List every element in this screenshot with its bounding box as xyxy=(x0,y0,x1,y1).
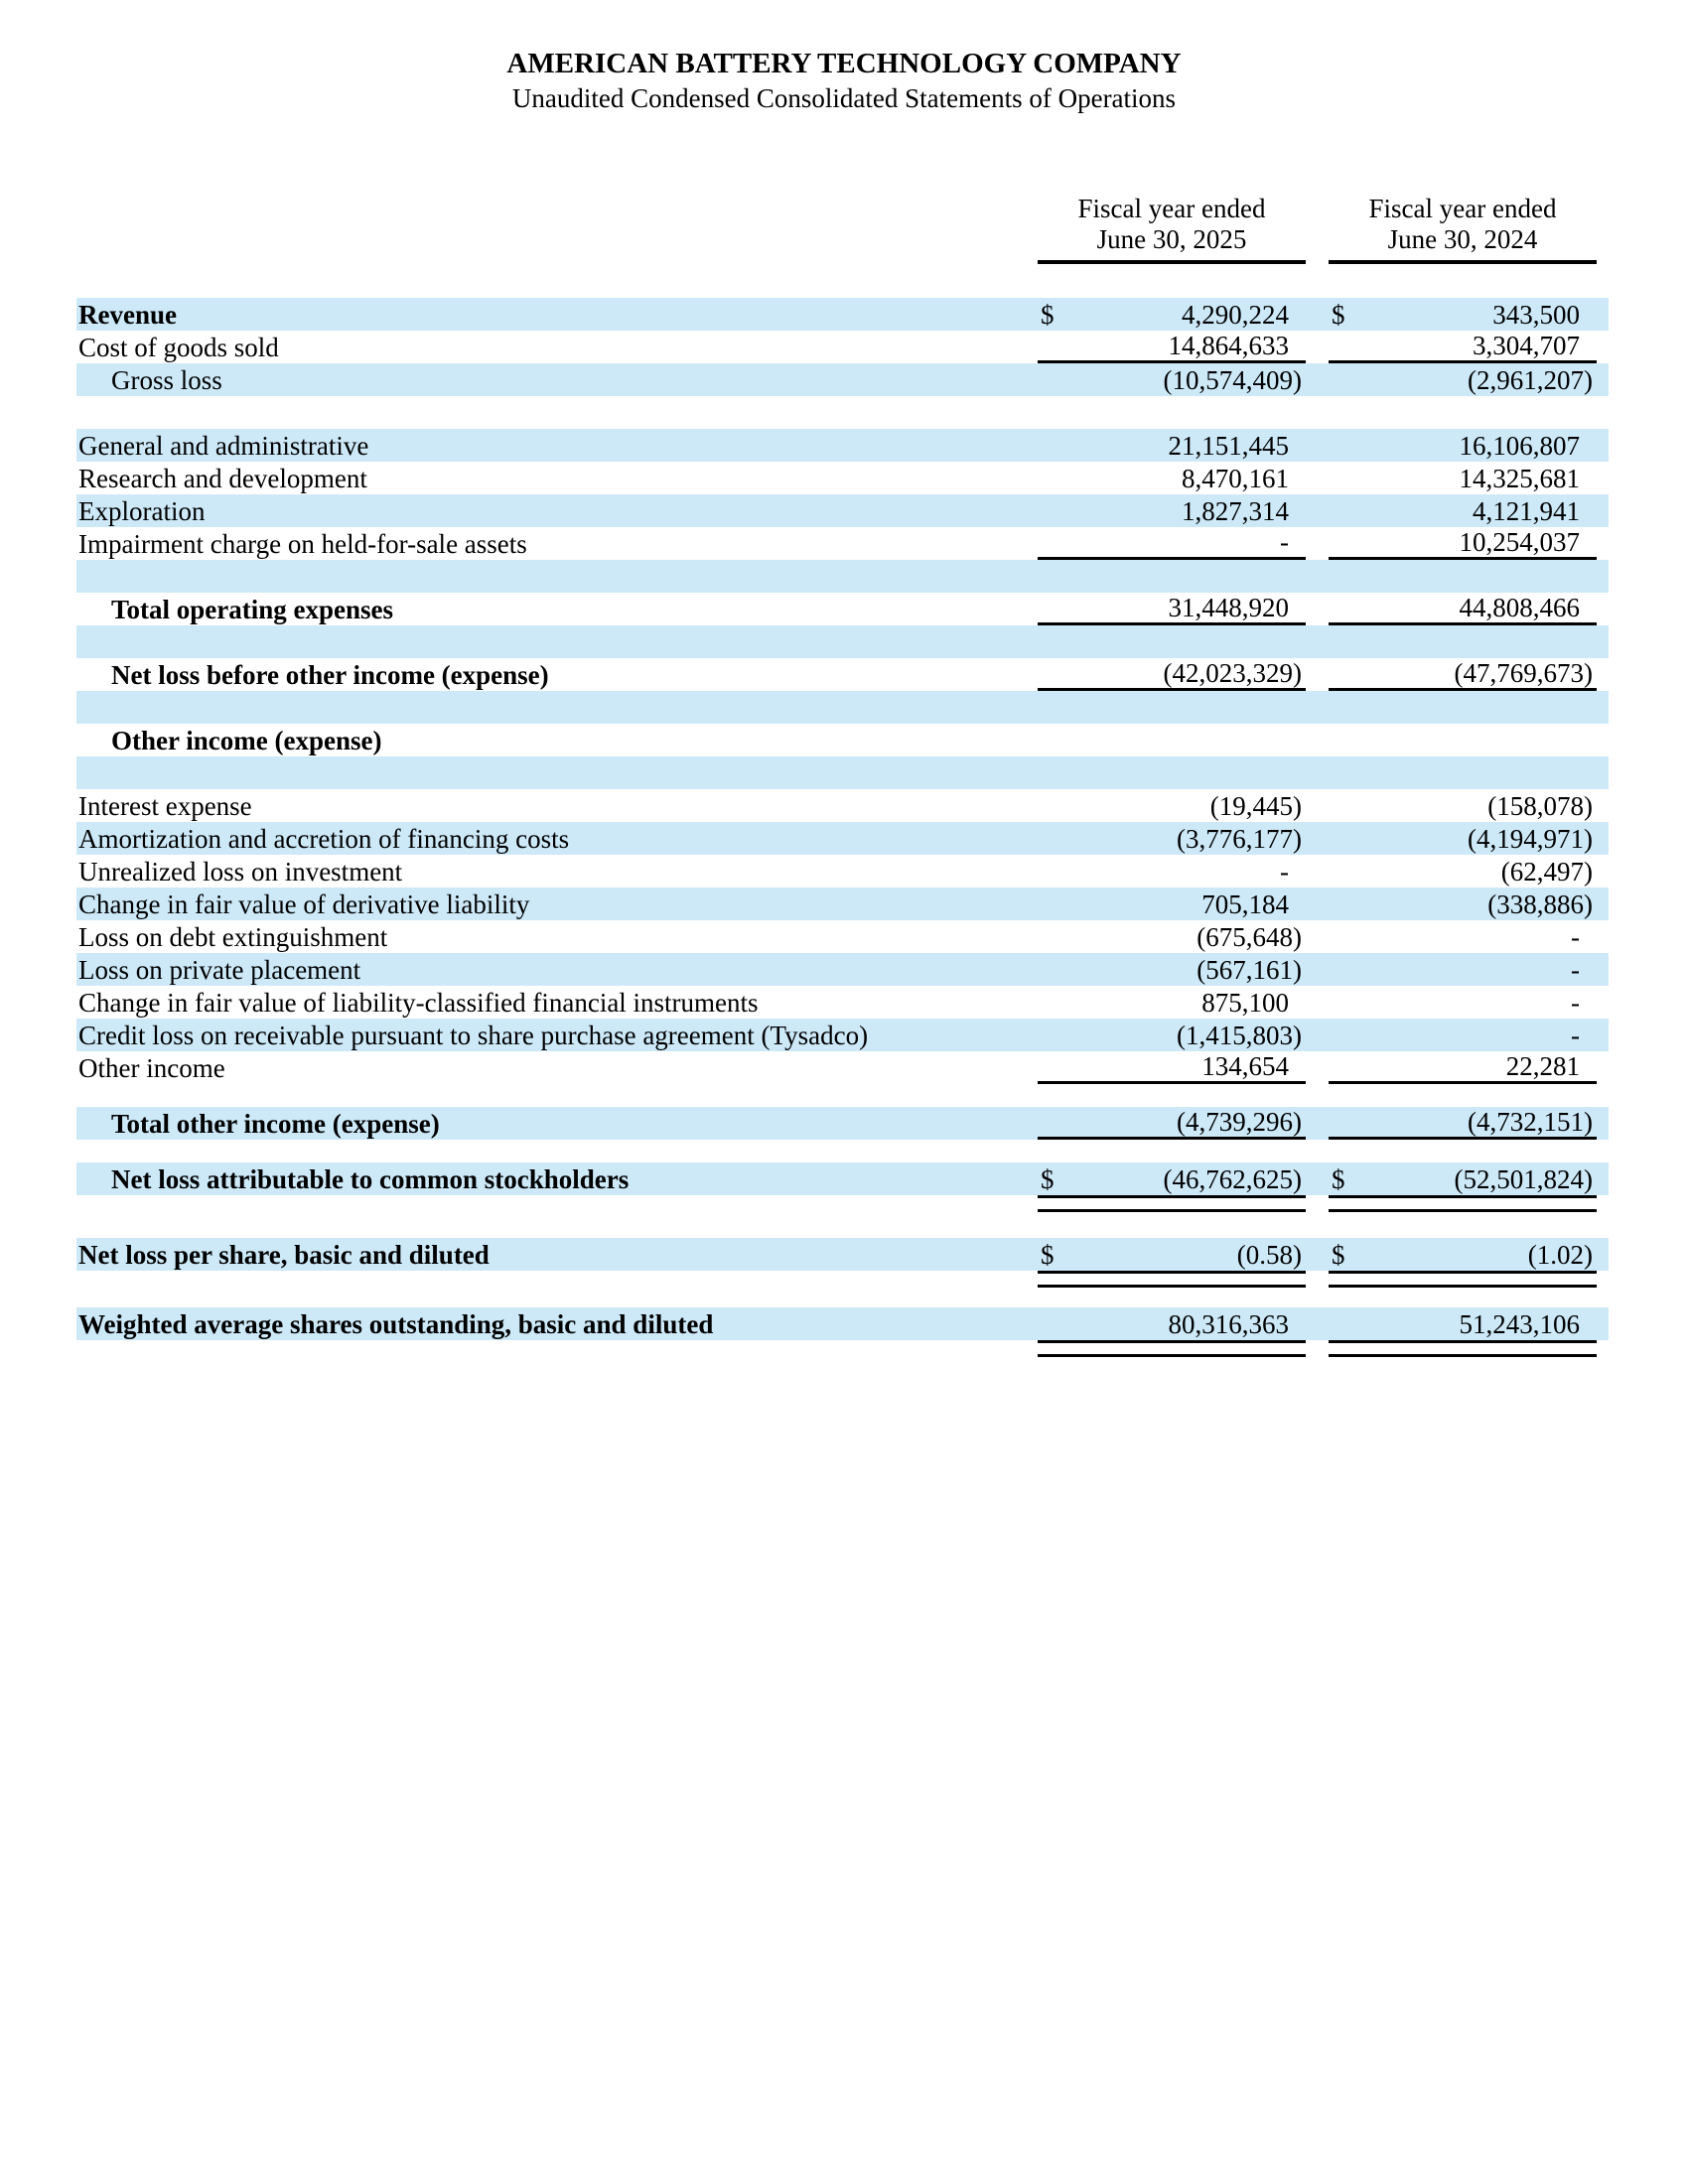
column-gap xyxy=(1306,1051,1329,1084)
row-label: Total operating expenses xyxy=(111,594,394,624)
value-fy2025: (42,023,329) xyxy=(1163,658,1302,688)
row-tail-pad xyxy=(1597,855,1609,887)
cell-fy2025 xyxy=(1038,593,1306,625)
row-tail-pad xyxy=(1597,527,1609,560)
cell-fy2024 xyxy=(1329,331,1597,363)
empty-spacer-row xyxy=(76,1084,1609,1107)
row-label: Interest expense xyxy=(78,790,252,821)
row-label: Other income (expense) xyxy=(111,725,382,755)
row-label: Net loss per share, basic and diluted xyxy=(78,1239,490,1270)
column-gap xyxy=(1306,658,1329,691)
cell-fy2025 xyxy=(1038,1238,1306,1271)
table-row xyxy=(76,658,1609,691)
rows-container xyxy=(76,298,1609,1340)
empty-spacer-row xyxy=(76,691,1609,724)
row-tail-pad xyxy=(1597,1107,1609,1140)
cell-fy2025 xyxy=(1038,1019,1306,1051)
column-gap xyxy=(1306,986,1329,1019)
cell-fy2024 xyxy=(1329,724,1597,756)
row-tail-pad xyxy=(1597,724,1609,756)
value-fy2025: - xyxy=(1280,856,1289,887)
value-fy2025: 134,654 xyxy=(1201,1051,1289,1081)
cell-fy2025 xyxy=(1038,822,1306,855)
table-row xyxy=(76,1019,1609,1051)
column-header-fy2025 xyxy=(1038,194,1306,264)
cell-fy2025 xyxy=(1038,494,1306,527)
cell-fy2024 xyxy=(1329,363,1597,396)
cell-fy2024 xyxy=(1329,593,1597,625)
column-gap xyxy=(1306,920,1329,953)
cell-fy2025 xyxy=(1038,1051,1306,1084)
table-row xyxy=(76,1107,1609,1140)
cell-fy2025 xyxy=(1038,887,1306,920)
value-fy2024: (52,501,824) xyxy=(1454,1163,1593,1194)
cell-fy2025 xyxy=(1038,1162,1306,1195)
dollar-sign: $ xyxy=(1332,299,1345,330)
statement-title: Unaudited Condensed Consolidated Statements of Operations xyxy=(511,83,1177,113)
value-fy2025: (567,161) xyxy=(1196,954,1302,985)
value-fy2025: (19,445) xyxy=(1209,790,1302,821)
cell-fy2024 xyxy=(1329,789,1597,822)
row-label: Loss on debt extinguishment xyxy=(78,921,388,952)
value-fy2025: 21,151,445 xyxy=(1168,430,1289,461)
column-gap xyxy=(1306,363,1329,396)
row-tail-pad xyxy=(1597,593,1609,625)
dollar-sign: $ xyxy=(1041,299,1055,330)
row-label: Amortization and accretion of financing costs xyxy=(78,823,570,854)
table-row xyxy=(76,789,1609,822)
value-fy2024: 343,500 xyxy=(1492,299,1580,330)
cell-fy2025 xyxy=(1038,1307,1306,1340)
cell-fy2024 xyxy=(1329,462,1597,494)
value-fy2024: 4,121,941 xyxy=(1473,495,1580,526)
table-row xyxy=(76,1238,1609,1271)
cell-fy2025 xyxy=(1038,986,1306,1019)
value-fy2025: 14,864,633 xyxy=(1168,331,1289,360)
cell-fy2025 xyxy=(1038,953,1306,986)
cell-fy2025 xyxy=(1038,429,1306,462)
row-label: Other income xyxy=(78,1052,225,1083)
row-label: Weighted average shares outstanding, basic and diluted xyxy=(78,1308,714,1339)
table-row xyxy=(76,1162,1609,1195)
row-label: General and administrative xyxy=(78,430,369,461)
cell-fy2024 xyxy=(1329,1238,1597,1271)
row-tail-pad xyxy=(1597,887,1609,920)
row-tail-pad xyxy=(1597,822,1609,855)
cell-fy2024 xyxy=(1329,527,1597,560)
column-gap xyxy=(1306,1307,1329,1340)
cell-fy2024 xyxy=(1329,1107,1597,1140)
column-gap xyxy=(1306,1162,1329,1195)
row-label: Cost of goods sold xyxy=(78,332,279,362)
row-tail-pad xyxy=(1597,331,1609,363)
cell-fy2024 xyxy=(1329,1019,1597,1051)
value-fy2025: 8,470,161 xyxy=(1182,463,1289,493)
dollar-sign: $ xyxy=(1041,1239,1055,1270)
cell-fy2025 xyxy=(1038,920,1306,953)
table-row xyxy=(76,462,1609,494)
column-gap xyxy=(1306,527,1329,560)
column-gap xyxy=(1306,887,1329,920)
cell-fy2025 xyxy=(1038,789,1306,822)
table-row xyxy=(76,953,1609,986)
value-fy2024: - xyxy=(1571,921,1580,952)
cell-fy2024 xyxy=(1329,887,1597,920)
cell-fy2024 xyxy=(1329,855,1597,887)
row-label: Revenue xyxy=(78,299,177,330)
cell-fy2024 xyxy=(1329,822,1597,855)
row-label: Total other income (expense) xyxy=(111,1108,440,1139)
value-fy2024: - xyxy=(1571,1020,1580,1050)
value-fy2024: 16,106,807 xyxy=(1459,430,1580,461)
cell-fy2025 xyxy=(1038,331,1306,363)
table-row xyxy=(76,986,1609,1019)
column-header-fy2024 xyxy=(1329,194,1597,264)
dollar-sign: $ xyxy=(1332,1239,1345,1270)
table-row xyxy=(76,429,1609,462)
row-tail-pad xyxy=(1597,462,1609,494)
value-fy2025: - xyxy=(1280,527,1289,557)
value-fy2024: (4,732,151) xyxy=(1468,1107,1593,1137)
value-fy2024: 51,243,106 xyxy=(1459,1308,1580,1339)
column-headers xyxy=(76,194,1609,264)
column-gap xyxy=(1306,1019,1329,1051)
column-gap xyxy=(1306,462,1329,494)
column-gap xyxy=(1306,429,1329,462)
value-fy2025: (10,574,409) xyxy=(1163,364,1302,395)
cell-fy2025 xyxy=(1038,658,1306,691)
row-tail-pad xyxy=(1597,494,1609,527)
table-row xyxy=(76,527,1609,560)
column-gap xyxy=(1306,1107,1329,1140)
row-label: Exploration xyxy=(78,495,206,526)
cell-fy2024 xyxy=(1329,494,1597,527)
value-fy2024: (1.02) xyxy=(1527,1239,1593,1270)
table-row xyxy=(76,855,1609,887)
value-fy2024: (4,194,971) xyxy=(1468,823,1593,854)
document-header xyxy=(0,0,1688,114)
statement-table xyxy=(76,194,1609,1340)
column-gap xyxy=(1306,331,1329,363)
column-gap xyxy=(1306,789,1329,822)
row-label: Gross loss xyxy=(111,364,222,395)
value-fy2025: 80,316,363 xyxy=(1168,1308,1289,1339)
empty-spacer-row xyxy=(76,560,1609,593)
cell-fy2024 xyxy=(1329,1051,1597,1084)
column-gap xyxy=(1306,822,1329,855)
row-tail-pad xyxy=(1597,920,1609,953)
value-fy2025: (3,776,177) xyxy=(1177,823,1302,854)
value-fy2024: (338,886) xyxy=(1487,888,1593,919)
column-header-line2: June 30, 2025 xyxy=(1096,224,1247,254)
table-row xyxy=(76,363,1609,396)
cell-fy2024 xyxy=(1329,658,1597,691)
table-row xyxy=(76,593,1609,625)
row-tail-pad xyxy=(1597,363,1609,396)
table-row xyxy=(76,298,1609,331)
cell-fy2024 xyxy=(1329,298,1597,331)
table-row xyxy=(76,1307,1609,1340)
table-row xyxy=(76,920,1609,953)
cell-fy2024 xyxy=(1329,1162,1597,1195)
row-tail-pad xyxy=(1597,1162,1609,1195)
row-label: Unrealized loss on investment xyxy=(78,856,403,887)
value-fy2025: 705,184 xyxy=(1201,888,1289,919)
cell-fy2025 xyxy=(1038,527,1306,560)
row-tail-pad xyxy=(1597,298,1609,331)
column-gap xyxy=(1306,593,1329,625)
table-row xyxy=(76,1051,1609,1084)
value-fy2025: (675,648) xyxy=(1196,921,1302,952)
row-label: Net loss attributable to common stockholders xyxy=(111,1163,630,1194)
value-fy2025: (46,762,625) xyxy=(1163,1163,1302,1194)
value-fy2024: 44,808,466 xyxy=(1459,593,1580,622)
row-tail-pad xyxy=(1597,1019,1609,1051)
column-gap xyxy=(1306,855,1329,887)
empty-spacer-row xyxy=(76,756,1609,789)
row-label: Credit loss on receivable pursuant to share purchase agreement (Tysadco) xyxy=(78,1020,869,1050)
row-tail-pad xyxy=(1597,789,1609,822)
row-tail-pad xyxy=(1597,986,1609,1019)
value-fy2025: 875,100 xyxy=(1201,987,1289,1018)
column-gap xyxy=(1306,494,1329,527)
cell-fy2024 xyxy=(1329,1307,1597,1340)
table-row xyxy=(76,331,1609,363)
cell-fy2025 xyxy=(1038,1107,1306,1140)
value-fy2025: (4,739,296) xyxy=(1177,1107,1302,1137)
value-fy2024: 22,281 xyxy=(1505,1051,1580,1081)
row-tail-pad xyxy=(1597,953,1609,986)
table-row xyxy=(76,724,1609,756)
row-label: Net loss before other income (expense) xyxy=(111,659,549,690)
dollar-sign: $ xyxy=(1332,1163,1345,1194)
company-name: AMERICAN BATTERY TECHNOLOGY COMPANY xyxy=(506,48,1182,79)
row-label: Change in fair value of derivative liability xyxy=(78,888,530,919)
cell-fy2025 xyxy=(1038,724,1306,756)
cell-fy2025 xyxy=(1038,462,1306,494)
empty-spacer-row xyxy=(76,625,1609,658)
value-fy2024: - xyxy=(1571,954,1580,985)
column-gap xyxy=(1306,298,1329,331)
empty-spacer-row xyxy=(76,396,1609,429)
row-tail-pad xyxy=(1597,1307,1609,1340)
value-fy2024: - xyxy=(1571,987,1580,1018)
column-header-line2: June 30, 2024 xyxy=(1387,224,1538,254)
row-label: Change in fair value of liability-classified financial instruments xyxy=(78,987,759,1018)
cell-fy2025 xyxy=(1038,855,1306,887)
cell-fy2025 xyxy=(1038,363,1306,396)
cell-fy2024 xyxy=(1329,429,1597,462)
row-label: Loss on private placement xyxy=(78,954,361,985)
cell-fy2024 xyxy=(1329,953,1597,986)
value-fy2024: 14,325,681 xyxy=(1459,463,1580,493)
cell-fy2024 xyxy=(1329,920,1597,953)
value-fy2025: 1,827,314 xyxy=(1182,495,1289,526)
column-gap xyxy=(1306,953,1329,986)
table-row xyxy=(76,887,1609,920)
value-fy2024: 10,254,037 xyxy=(1459,527,1580,557)
table-row xyxy=(76,494,1609,527)
dollar-sign: $ xyxy=(1041,1163,1055,1194)
value-fy2025: (0.58) xyxy=(1236,1239,1302,1270)
row-label: Research and development xyxy=(78,463,367,493)
value-fy2024: (158,078) xyxy=(1487,790,1593,821)
value-fy2024: (2,961,207) xyxy=(1468,364,1593,395)
cell-fy2024 xyxy=(1329,986,1597,1019)
row-tail-pad xyxy=(1597,429,1609,462)
value-fy2025: 31,448,920 xyxy=(1168,593,1289,622)
empty-spacer-row xyxy=(76,1140,1609,1162)
row-tail-pad xyxy=(1597,1051,1609,1084)
value-fy2024: (47,769,673) xyxy=(1454,658,1593,688)
value-fy2024: 3,304,707 xyxy=(1473,331,1580,360)
value-fy2024: (62,497) xyxy=(1500,856,1593,887)
value-fy2025: 4,290,224 xyxy=(1182,299,1289,330)
column-gap xyxy=(1306,724,1329,756)
column-header-line1: Fiscal year ended xyxy=(1077,194,1266,223)
column-header-line1: Fiscal year ended xyxy=(1368,194,1557,223)
row-label: Impairment charge on held-for-sale assets xyxy=(78,528,527,559)
row-tail-pad xyxy=(1597,658,1609,691)
row-tail-pad xyxy=(1597,1238,1609,1271)
column-gap xyxy=(1306,1238,1329,1271)
cell-fy2025 xyxy=(1038,298,1306,331)
value-fy2025: (1,415,803) xyxy=(1177,1020,1302,1050)
table-row xyxy=(76,822,1609,855)
